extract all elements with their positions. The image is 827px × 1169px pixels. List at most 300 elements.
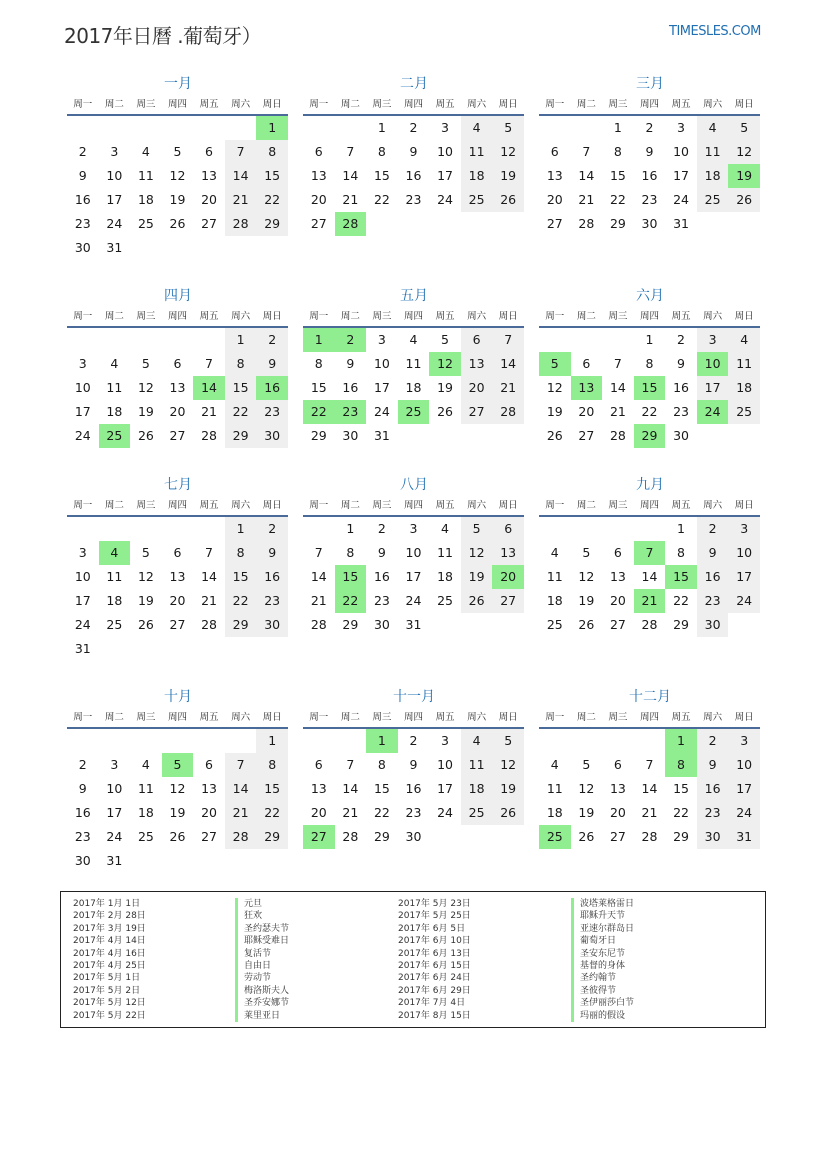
day-cell[interactable]: 2 <box>335 327 367 352</box>
day-cell[interactable]: 27 <box>609 617 626 632</box>
day-cell[interactable]: 2 <box>78 757 87 772</box>
day-cell[interactable]: 16 <box>256 565 288 589</box>
day-cell[interactable]: 18 <box>728 376 760 400</box>
day-cell[interactable]: 31 <box>728 825 760 849</box>
day-cell[interactable]: 25 <box>461 801 493 825</box>
day-cell[interactable]: 5 <box>162 753 194 777</box>
day-cell[interactable]: 15 <box>634 376 666 400</box>
day-cell[interactable]: 31 <box>405 617 422 632</box>
day-cell[interactable]: 16 <box>74 192 91 207</box>
day-cell[interactable]: 31 <box>673 216 689 231</box>
day-cell[interactable]: 7 <box>225 753 257 777</box>
day-cell[interactable]: 12 <box>461 541 493 565</box>
day-cell[interactable]: 13 <box>201 781 217 796</box>
day-cell[interactable]: 11 <box>137 781 154 796</box>
day-cell[interactable]: 9 <box>377 545 386 560</box>
day-cell[interactable]: 25 <box>99 424 131 448</box>
day-cell[interactable]: 24 <box>673 192 689 207</box>
day-cell[interactable]: 21 <box>609 404 626 419</box>
day-cell[interactable]: 30 <box>697 613 729 637</box>
day-cell[interactable]: 5 <box>582 545 591 560</box>
day-cell[interactable]: 24 <box>437 192 453 207</box>
day-cell[interactable]: 20 <box>578 404 595 419</box>
day-cell[interactable]: 15 <box>673 781 689 796</box>
day-cell[interactable]: 11 <box>728 352 760 376</box>
day-cell[interactable]: 18 <box>137 805 154 820</box>
day-cell[interactable]: 25 <box>137 829 154 844</box>
day-cell[interactable]: 1 <box>256 115 288 140</box>
day-cell[interactable]: 17 <box>106 192 123 207</box>
day-cell[interactable]: 24 <box>405 593 422 608</box>
day-cell[interactable]: 20 <box>169 593 186 608</box>
day-cell[interactable]: 1 <box>225 516 257 541</box>
day-cell[interactable]: 27 <box>201 216 217 231</box>
day-cell[interactable]: 26 <box>137 617 154 632</box>
day-cell[interactable]: 17 <box>728 777 760 801</box>
day-cell[interactable]: 8 <box>346 545 355 560</box>
day-cell[interactable]: 6 <box>492 516 524 541</box>
day-cell[interactable]: 29 <box>673 617 689 632</box>
day-cell[interactable]: 18 <box>137 192 154 207</box>
day-cell[interactable]: 22 <box>673 593 689 608</box>
day-cell[interactable]: 24 <box>106 829 123 844</box>
day-cell[interactable]: 12 <box>578 781 595 796</box>
day-cell[interactable]: 19 <box>578 593 595 608</box>
day-cell[interactable]: 19 <box>578 805 595 820</box>
day-cell[interactable]: 29 <box>342 617 359 632</box>
day-cell[interactable]: 8 <box>665 753 697 777</box>
day-cell[interactable]: 9 <box>697 541 729 565</box>
day-cell[interactable]: 8 <box>677 545 685 560</box>
day-cell[interactable]: 12 <box>492 140 524 164</box>
day-cell[interactable]: 18 <box>546 805 563 820</box>
day-cell[interactable]: 12 <box>137 569 154 584</box>
day-cell[interactable]: 1 <box>613 120 622 135</box>
day-cell[interactable]: 25 <box>546 617 563 632</box>
day-cell[interactable]: 3 <box>697 327 729 352</box>
day-cell[interactable]: 31 <box>74 641 91 656</box>
day-cell[interactable]: 10 <box>728 541 760 565</box>
day-cell[interactable]: 6 <box>314 757 323 772</box>
day-cell[interactable]: 28 <box>641 617 658 632</box>
day-cell[interactable]: 13 <box>609 781 626 796</box>
day-cell[interactable]: 6 <box>550 144 559 159</box>
day-cell[interactable]: 17 <box>697 376 729 400</box>
day-cell[interactable]: 7 <box>314 545 323 560</box>
day-cell[interactable]: 14 <box>492 352 524 376</box>
day-cell[interactable]: 23 <box>405 192 422 207</box>
day-cell[interactable]: 20 <box>201 805 217 820</box>
day-cell[interactable]: 4 <box>409 332 418 347</box>
day-cell[interactable]: 26 <box>437 404 453 419</box>
day-cell[interactable]: 30 <box>373 617 390 632</box>
day-cell[interactable]: 14 <box>310 569 327 584</box>
day-cell[interactable]: 15 <box>373 781 390 796</box>
day-cell[interactable]: 9 <box>78 168 87 183</box>
day-cell[interactable]: 21 <box>201 404 217 419</box>
site-name[interactable]: TIMESLES.COM <box>669 24 761 39</box>
day-cell[interactable]: 17 <box>373 380 390 395</box>
day-cell[interactable]: 8 <box>256 140 288 164</box>
day-cell[interactable]: 28 <box>335 212 367 236</box>
day-cell[interactable]: 9 <box>256 352 288 376</box>
day-cell[interactable]: 22 <box>641 404 658 419</box>
day-cell[interactable]: 11 <box>461 753 493 777</box>
day-cell[interactable]: 16 <box>405 168 422 183</box>
day-cell[interactable]: 22 <box>373 805 390 820</box>
day-cell[interactable]: 26 <box>546 428 563 443</box>
day-cell[interactable]: 22 <box>225 589 257 613</box>
day-cell[interactable]: 3 <box>728 516 760 541</box>
day-cell[interactable]: 16 <box>74 805 91 820</box>
day-cell[interactable]: 23 <box>373 593 390 608</box>
day-cell[interactable]: 28 <box>609 428 626 443</box>
day-cell[interactable]: 19 <box>728 164 760 188</box>
day-cell[interactable]: 15 <box>310 380 327 395</box>
day-cell[interactable]: 17 <box>673 168 689 183</box>
day-cell[interactable]: 22 <box>256 188 288 212</box>
day-cell[interactable]: 7 <box>346 757 355 772</box>
day-cell[interactable]: 9 <box>78 781 87 796</box>
day-cell[interactable]: 1 <box>303 327 335 352</box>
day-cell[interactable]: 27 <box>492 589 524 613</box>
day-cell[interactable]: 21 <box>492 376 524 400</box>
day-cell[interactable]: 29 <box>634 424 666 448</box>
day-cell[interactable]: 11 <box>106 380 123 395</box>
day-cell[interactable]: 31 <box>373 428 390 443</box>
day-cell[interactable]: 28 <box>578 216 595 231</box>
day-cell[interactable]: 14 <box>578 168 595 183</box>
day-cell[interactable]: 5 <box>492 115 524 140</box>
day-cell[interactable]: 20 <box>310 192 327 207</box>
day-cell[interactable]: 29 <box>310 428 327 443</box>
day-cell[interactable]: 24 <box>728 801 760 825</box>
day-cell[interactable]: 27 <box>609 829 626 844</box>
day-cell[interactable]: 23 <box>335 400 367 424</box>
day-cell[interactable]: 13 <box>201 168 217 183</box>
day-cell[interactable]: 1 <box>225 327 257 352</box>
day-cell[interactable]: 30 <box>256 613 288 637</box>
day-cell[interactable]: 15 <box>609 168 626 183</box>
day-cell[interactable]: 9 <box>645 144 654 159</box>
day-cell[interactable]: 14 <box>342 168 359 183</box>
day-cell[interactable]: 13 <box>169 569 186 584</box>
day-cell[interactable]: 3 <box>409 521 418 536</box>
day-cell[interactable]: 23 <box>697 801 729 825</box>
day-cell[interactable]: 5 <box>461 516 493 541</box>
day-cell[interactable]: 21 <box>342 192 359 207</box>
day-cell[interactable]: 14 <box>201 569 217 584</box>
day-cell[interactable]: 11 <box>461 140 493 164</box>
day-cell[interactable]: 7 <box>645 757 654 772</box>
day-cell[interactable]: 29 <box>256 212 288 236</box>
day-cell[interactable]: 16 <box>373 569 390 584</box>
day-cell[interactable]: 2 <box>409 733 418 748</box>
day-cell[interactable]: 1 <box>366 728 398 753</box>
day-cell[interactable]: 8 <box>314 356 323 371</box>
day-cell[interactable]: 28 <box>201 617 217 632</box>
day-cell[interactable]: 7 <box>613 356 622 371</box>
day-cell[interactable]: 22 <box>256 801 288 825</box>
day-cell[interactable]: 29 <box>373 829 390 844</box>
day-cell[interactable]: 14 <box>225 777 257 801</box>
day-cell[interactable]: 11 <box>697 140 729 164</box>
day-cell[interactable]: 17 <box>437 168 453 183</box>
day-cell[interactable]: 13 <box>571 376 603 400</box>
day-cell[interactable]: 31 <box>106 853 123 868</box>
day-cell[interactable]: 28 <box>201 428 217 443</box>
day-cell[interactable]: 2 <box>677 332 685 347</box>
day-cell[interactable]: 18 <box>461 777 493 801</box>
day-cell[interactable]: 5 <box>539 352 571 376</box>
day-cell[interactable]: 19 <box>137 404 154 419</box>
day-cell[interactable]: 19 <box>492 164 524 188</box>
day-cell[interactable]: 17 <box>106 805 123 820</box>
day-cell[interactable]: 29 <box>225 424 257 448</box>
day-cell[interactable]: 23 <box>673 404 689 419</box>
day-cell[interactable]: 18 <box>106 593 123 608</box>
day-cell[interactable]: 11 <box>106 569 123 584</box>
day-cell[interactable]: 21 <box>634 589 666 613</box>
day-cell[interactable]: 7 <box>634 541 666 565</box>
day-cell[interactable]: 12 <box>546 380 563 395</box>
day-cell[interactable]: 26 <box>169 216 186 231</box>
day-cell[interactable]: 4 <box>461 115 493 140</box>
day-cell[interactable]: 5 <box>173 144 182 159</box>
day-cell[interactable]: 14 <box>609 380 626 395</box>
day-cell[interactable]: 22 <box>335 589 367 613</box>
day-cell[interactable]: 19 <box>137 593 154 608</box>
day-cell[interactable]: 9 <box>256 541 288 565</box>
day-cell[interactable]: 18 <box>697 164 729 188</box>
day-cell[interactable]: 3 <box>110 757 119 772</box>
day-cell[interactable]: 7 <box>225 140 257 164</box>
day-cell[interactable]: 25 <box>398 400 430 424</box>
day-cell[interactable]: 1 <box>256 728 288 753</box>
day-cell[interactable]: 11 <box>137 168 154 183</box>
day-cell[interactable]: 27 <box>201 829 217 844</box>
day-cell[interactable]: 5 <box>728 115 760 140</box>
day-cell[interactable]: 20 <box>169 404 186 419</box>
day-cell[interactable]: 10 <box>697 352 729 376</box>
day-cell[interactable]: 24 <box>74 617 91 632</box>
day-cell[interactable]: 10 <box>405 545 422 560</box>
day-cell[interactable]: 30 <box>74 240 91 255</box>
day-cell[interactable]: 12 <box>169 168 186 183</box>
day-cell[interactable]: 27 <box>169 617 186 632</box>
day-cell[interactable]: 19 <box>169 192 186 207</box>
day-cell[interactable]: 12 <box>429 352 461 376</box>
day-cell[interactable]: 15 <box>225 565 257 589</box>
day-cell[interactable]: 18 <box>437 569 453 584</box>
day-cell[interactable]: 13 <box>609 569 626 584</box>
day-cell[interactable]: 20 <box>546 192 563 207</box>
day-cell[interactable]: 23 <box>74 216 91 231</box>
day-cell[interactable]: 29 <box>673 829 689 844</box>
day-cell[interactable]: 30 <box>697 825 729 849</box>
day-cell[interactable]: 2 <box>78 144 87 159</box>
day-cell[interactable]: 5 <box>141 545 150 560</box>
day-cell[interactable]: 20 <box>492 565 524 589</box>
day-cell[interactable]: 13 <box>310 168 327 183</box>
day-cell[interactable]: 10 <box>106 168 123 183</box>
day-cell[interactable]: 9 <box>677 356 685 371</box>
day-cell[interactable]: 7 <box>205 356 213 371</box>
day-cell[interactable]: 1 <box>677 521 685 536</box>
day-cell[interactable]: 6 <box>461 327 493 352</box>
day-cell[interactable]: 2 <box>409 120 418 135</box>
day-cell[interactable]: 12 <box>492 753 524 777</box>
day-cell[interactable]: 16 <box>256 376 288 400</box>
day-cell[interactable]: 13 <box>310 781 327 796</box>
day-cell[interactable]: 26 <box>492 801 524 825</box>
day-cell[interactable]: 21 <box>342 805 359 820</box>
day-cell[interactable]: 2 <box>256 327 288 352</box>
day-cell[interactable]: 8 <box>256 753 288 777</box>
day-cell[interactable]: 17 <box>74 593 91 608</box>
day-cell[interactable]: 23 <box>74 829 91 844</box>
day-cell[interactable]: 21 <box>310 593 327 608</box>
day-cell[interactable]: 8 <box>613 144 622 159</box>
day-cell[interactable]: 6 <box>613 545 622 560</box>
day-cell[interactable]: 16 <box>641 168 658 183</box>
day-cell[interactable]: 10 <box>437 144 453 159</box>
day-cell[interactable]: 11 <box>405 356 422 371</box>
day-cell[interactable]: 30 <box>405 829 422 844</box>
day-cell[interactable]: 5 <box>582 757 591 772</box>
day-cell[interactable]: 2 <box>645 120 654 135</box>
day-cell[interactable]: 4 <box>110 356 119 371</box>
day-cell[interactable]: 17 <box>728 565 760 589</box>
day-cell[interactable]: 20 <box>609 805 626 820</box>
day-cell[interactable]: 9 <box>409 757 418 772</box>
day-cell[interactable]: 10 <box>373 356 390 371</box>
day-cell[interactable]: 3 <box>441 733 449 748</box>
day-cell[interactable]: 4 <box>141 757 150 772</box>
day-cell[interactable]: 24 <box>373 404 390 419</box>
day-cell[interactable]: 24 <box>437 805 453 820</box>
day-cell[interactable]: 25 <box>437 593 453 608</box>
day-cell[interactable]: 4 <box>141 144 150 159</box>
day-cell[interactable]: 28 <box>492 400 524 424</box>
day-cell[interactable]: 13 <box>492 541 524 565</box>
day-cell[interactable]: 18 <box>106 404 123 419</box>
day-cell[interactable]: 1 <box>377 120 386 135</box>
day-cell[interactable]: 25 <box>728 400 760 424</box>
day-cell[interactable]: 11 <box>437 545 453 560</box>
day-cell[interactable]: 12 <box>137 380 154 395</box>
day-cell[interactable]: 2 <box>256 516 288 541</box>
day-cell[interactable]: 30 <box>342 428 359 443</box>
day-cell[interactable]: 27 <box>169 428 186 443</box>
day-cell[interactable]: 8 <box>225 541 257 565</box>
day-cell[interactable]: 8 <box>225 352 257 376</box>
day-cell[interactable]: 26 <box>578 829 595 844</box>
day-cell[interactable]: 2 <box>697 516 729 541</box>
day-cell[interactable]: 3 <box>78 545 87 560</box>
day-cell[interactable]: 5 <box>141 356 150 371</box>
day-cell[interactable]: 4 <box>550 757 559 772</box>
day-cell[interactable]: 18 <box>546 593 563 608</box>
day-cell[interactable]: 3 <box>728 728 760 753</box>
day-cell[interactable]: 26 <box>461 589 493 613</box>
day-cell[interactable]: 8 <box>377 144 386 159</box>
day-cell[interactable]: 13 <box>169 380 186 395</box>
day-cell[interactable]: 28 <box>225 212 257 236</box>
day-cell[interactable]: 19 <box>461 565 493 589</box>
day-cell[interactable]: 22 <box>225 400 257 424</box>
day-cell[interactable]: 3 <box>377 332 386 347</box>
day-cell[interactable]: 15 <box>256 164 288 188</box>
day-cell[interactable]: 30 <box>641 216 658 231</box>
day-cell[interactable]: 23 <box>256 400 288 424</box>
day-cell[interactable]: 24 <box>728 589 760 613</box>
day-cell[interactable]: 20 <box>201 192 217 207</box>
day-cell[interactable]: 14 <box>641 781 658 796</box>
day-cell[interactable]: 16 <box>673 380 689 395</box>
day-cell[interactable]: 26 <box>137 428 154 443</box>
day-cell[interactable]: 27 <box>578 428 595 443</box>
day-cell[interactable]: 22 <box>303 400 335 424</box>
day-cell[interactable]: 23 <box>256 589 288 613</box>
day-cell[interactable]: 28 <box>342 829 359 844</box>
day-cell[interactable]: 15 <box>256 777 288 801</box>
day-cell[interactable]: 24 <box>106 216 123 231</box>
day-cell[interactable]: 27 <box>546 216 563 231</box>
day-cell[interactable]: 2 <box>377 521 386 536</box>
day-cell[interactable]: 20 <box>310 805 327 820</box>
day-cell[interactable]: 6 <box>173 545 182 560</box>
day-cell[interactable]: 27 <box>303 825 335 849</box>
day-cell[interactable]: 6 <box>314 144 323 159</box>
day-cell[interactable]: 16 <box>697 777 729 801</box>
day-cell[interactable]: 25 <box>697 188 729 212</box>
day-cell[interactable]: 20 <box>609 593 626 608</box>
day-cell[interactable]: 5 <box>492 728 524 753</box>
day-cell[interactable]: 10 <box>728 753 760 777</box>
day-cell[interactable]: 3 <box>441 120 449 135</box>
day-cell[interactable]: 14 <box>641 569 658 584</box>
day-cell[interactable]: 29 <box>225 613 257 637</box>
day-cell[interactable]: 5 <box>441 332 449 347</box>
day-cell[interactable]: 28 <box>310 617 327 632</box>
day-cell[interactable]: 31 <box>106 240 123 255</box>
day-cell[interactable]: 15 <box>225 376 257 400</box>
day-cell[interactable]: 19 <box>546 404 563 419</box>
day-cell[interactable]: 10 <box>673 144 689 159</box>
day-cell[interactable]: 7 <box>205 545 213 560</box>
day-cell[interactable]: 25 <box>539 825 571 849</box>
day-cell[interactable]: 30 <box>673 428 689 443</box>
day-cell[interactable]: 22 <box>673 805 689 820</box>
day-cell[interactable]: 23 <box>697 589 729 613</box>
day-cell[interactable]: 21 <box>225 188 257 212</box>
day-cell[interactable]: 29 <box>609 216 626 231</box>
day-cell[interactable]: 8 <box>645 356 654 371</box>
day-cell[interactable]: 12 <box>578 569 595 584</box>
day-cell[interactable]: 10 <box>74 569 91 584</box>
day-cell[interactable]: 4 <box>697 115 729 140</box>
day-cell[interactable]: 19 <box>437 380 453 395</box>
day-cell[interactable]: 20 <box>461 376 493 400</box>
day-cell[interactable]: 24 <box>74 428 91 443</box>
day-cell[interactable]: 15 <box>335 565 367 589</box>
day-cell[interactable]: 10 <box>74 380 91 395</box>
day-cell[interactable]: 14 <box>342 781 359 796</box>
day-cell[interactable]: 9 <box>697 753 729 777</box>
day-cell[interactable]: 4 <box>441 521 449 536</box>
day-cell[interactable]: 27 <box>310 216 327 231</box>
